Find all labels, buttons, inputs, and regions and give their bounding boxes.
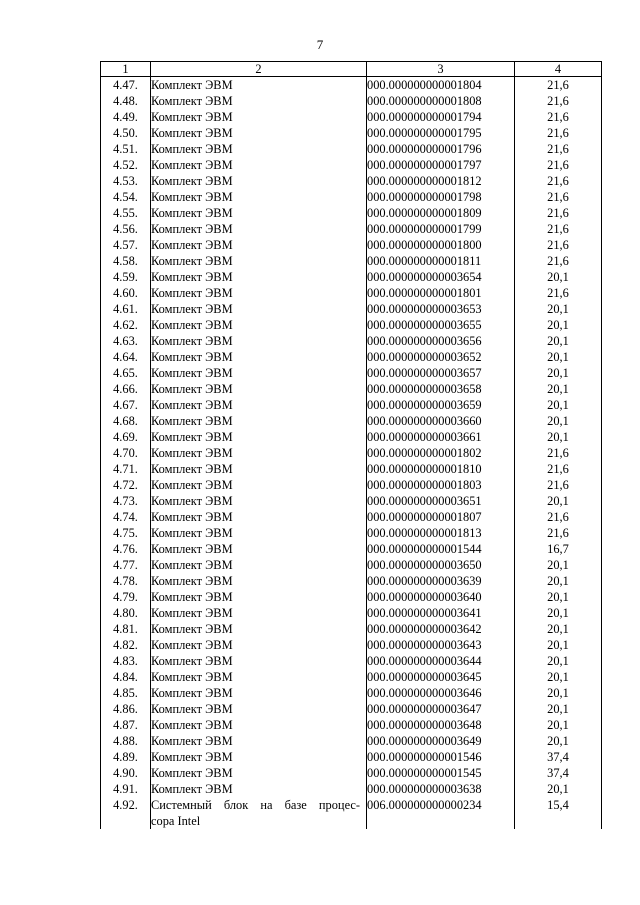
table-row xyxy=(101,685,602,701)
table-row xyxy=(101,237,602,253)
item-value: 20,1 xyxy=(515,605,602,621)
item-value: 20,1 xyxy=(515,413,602,429)
table-row xyxy=(101,541,602,557)
item-name: Комплект ЭВМ xyxy=(151,557,367,573)
item-name: Комплект ЭВМ xyxy=(151,541,367,557)
inventory-code: 000.000000000001795 xyxy=(367,125,515,141)
inventory-code: 000.000000000003655 xyxy=(367,317,515,333)
item-value: 21,6 xyxy=(515,173,602,189)
column-header: 1 xyxy=(101,62,151,77)
inventory-code: 000.000000000001812 xyxy=(367,173,515,189)
table-row xyxy=(101,141,602,157)
row-number: 4.86. xyxy=(101,701,151,717)
inventory-code: 006.000000000000234 xyxy=(367,797,515,829)
table-row xyxy=(101,637,602,653)
row-number: 4.71. xyxy=(101,461,151,477)
item-value: 20,1 xyxy=(515,621,602,637)
table-row xyxy=(101,525,602,541)
inventory-code: 000.000000000003644 xyxy=(367,653,515,669)
table-row xyxy=(101,333,602,349)
row-number: 4.53. xyxy=(101,173,151,189)
item-name: Комплект ЭВМ xyxy=(151,605,367,621)
item-name: Комплект ЭВМ xyxy=(151,333,367,349)
row-number: 4.65. xyxy=(101,365,151,381)
table-row xyxy=(101,509,602,525)
row-number: 4.67. xyxy=(101,397,151,413)
table-row xyxy=(101,589,602,605)
item-name-line: Системный блок на базе процес- xyxy=(151,798,360,812)
inventory-code: 000.000000000001810 xyxy=(367,461,515,477)
inventory-code: 000.000000000003642 xyxy=(367,621,515,637)
item-value: 21,6 xyxy=(515,125,602,141)
item-name: Комплект ЭВМ xyxy=(151,669,367,685)
inventory-code: 000.000000000003661 xyxy=(367,429,515,445)
inventory-code: 000.000000000003660 xyxy=(367,413,515,429)
item-name: Комплект ЭВМ xyxy=(151,781,367,797)
inventory-code: 000.000000000003657 xyxy=(367,365,515,381)
item-value: 21,6 xyxy=(515,477,602,493)
row-number: 4.51. xyxy=(101,141,151,157)
inventory-code: 000.000000000001800 xyxy=(367,237,515,253)
inventory-code: 000.000000000003649 xyxy=(367,733,515,749)
item-value: 21,6 xyxy=(515,221,602,237)
item-name: Комплект ЭВМ xyxy=(151,269,367,285)
table-row xyxy=(101,381,602,397)
inventory-code: 000.000000000001799 xyxy=(367,221,515,237)
inventory-code: 000.000000000003641 xyxy=(367,605,515,621)
table-row xyxy=(101,573,602,589)
inventory-code: 000.000000000003656 xyxy=(367,333,515,349)
row-number: 4.73. xyxy=(101,493,151,509)
inventory-code: 000.000000000003648 xyxy=(367,717,515,733)
item-name: Комплект ЭВМ xyxy=(151,653,367,669)
table-row xyxy=(101,93,602,109)
item-value: 20,1 xyxy=(515,653,602,669)
item-value: 20,1 xyxy=(515,365,602,381)
table-row xyxy=(101,221,602,237)
table-row xyxy=(101,445,602,461)
inventory-code: 000.000000000001809 xyxy=(367,205,515,221)
item-name: Комплект ЭВМ xyxy=(151,381,367,397)
table-row xyxy=(101,301,602,317)
inventory-code: 000.000000000003645 xyxy=(367,669,515,685)
row-number: 4.57. xyxy=(101,237,151,253)
row-number: 4.58. xyxy=(101,253,151,269)
item-value: 20,1 xyxy=(515,573,602,589)
item-value: 20,1 xyxy=(515,493,602,509)
row-number: 4.85. xyxy=(101,685,151,701)
inventory-code: 000.000000000003650 xyxy=(367,557,515,573)
table-row xyxy=(101,269,602,285)
row-number: 4.79. xyxy=(101,589,151,605)
table-row xyxy=(101,365,602,381)
item-name: Комплект ЭВМ xyxy=(151,621,367,637)
row-number: 4.68. xyxy=(101,413,151,429)
item-name: Комплект ЭВМ xyxy=(151,749,367,765)
row-number: 4.77. xyxy=(101,557,151,573)
inventory-code: 000.000000000003658 xyxy=(367,381,515,397)
table-row xyxy=(101,349,602,365)
item-name: Комплект ЭВМ xyxy=(151,765,367,781)
row-number: 4.72. xyxy=(101,477,151,493)
inventory-code: 000.000000000003639 xyxy=(367,573,515,589)
column-header: 4 xyxy=(515,62,602,77)
item-name: Комплект ЭВМ xyxy=(151,77,367,94)
item-value: 20,1 xyxy=(515,301,602,317)
row-number: 4.89. xyxy=(101,749,151,765)
item-name: Комплект ЭВМ xyxy=(151,397,367,413)
table-row xyxy=(101,77,602,94)
item-value: 20,1 xyxy=(515,717,602,733)
row-number: 4.63. xyxy=(101,333,151,349)
item-value: 21,6 xyxy=(515,109,602,125)
table-body xyxy=(101,77,602,830)
item-value: 21,6 xyxy=(515,509,602,525)
table-row xyxy=(101,557,602,573)
item-value: 21,6 xyxy=(515,461,602,477)
table-row xyxy=(101,765,602,781)
item-value: 21,6 xyxy=(515,189,602,205)
item-name: Комплект ЭВМ xyxy=(151,189,367,205)
item-value: 20,1 xyxy=(515,429,602,445)
table-row xyxy=(101,429,602,445)
inventory-code: 000.000000000001811 xyxy=(367,253,515,269)
row-number: 4.62. xyxy=(101,317,151,333)
table-row xyxy=(101,189,602,205)
item-value: 20,1 xyxy=(515,381,602,397)
item-value: 20,1 xyxy=(515,637,602,653)
item-value: 20,1 xyxy=(515,589,602,605)
item-name: Комплект ЭВМ xyxy=(151,717,367,733)
item-name: Комплект ЭВМ xyxy=(151,509,367,525)
item-value: 21,6 xyxy=(515,157,602,173)
item-name: Комплект ЭВМ xyxy=(151,317,367,333)
table-row xyxy=(101,749,602,765)
row-number: 4.92. xyxy=(101,797,151,829)
table-row xyxy=(101,285,602,301)
row-number: 4.75. xyxy=(101,525,151,541)
inventory-code: 000.000000000001545 xyxy=(367,765,515,781)
row-number: 4.61. xyxy=(101,301,151,317)
row-number: 4.83. xyxy=(101,653,151,669)
item-name: Комплект ЭВМ xyxy=(151,93,367,109)
row-number: 4.81. xyxy=(101,621,151,637)
item-value: 21,6 xyxy=(515,285,602,301)
row-number: 4.84. xyxy=(101,669,151,685)
item-value: 21,6 xyxy=(515,93,602,109)
row-number: 4.82. xyxy=(101,637,151,653)
item-name: Комплект ЭВМ xyxy=(151,493,367,509)
table-row xyxy=(101,477,602,493)
inventory-code: 000.000000000001544 xyxy=(367,541,515,557)
inventory-code: 000.000000000001804 xyxy=(367,77,515,94)
item-name: Комплект ЭВМ xyxy=(151,301,367,317)
table-row xyxy=(101,157,602,173)
inventory-code: 000.000000000001798 xyxy=(367,189,515,205)
item-value: 15,4 xyxy=(515,797,602,829)
inventory-code: 000.000000000003638 xyxy=(367,781,515,797)
row-number: 4.69. xyxy=(101,429,151,445)
inventory-code: 000.000000000001794 xyxy=(367,109,515,125)
item-value: 21,6 xyxy=(515,141,602,157)
item-name xyxy=(151,797,367,829)
item-value: 21,6 xyxy=(515,205,602,221)
row-number: 4.48. xyxy=(101,93,151,109)
inventory-code: 000.000000000001807 xyxy=(367,509,515,525)
table-row xyxy=(101,205,602,221)
table-row xyxy=(101,605,602,621)
row-number: 4.60. xyxy=(101,285,151,301)
row-number: 4.64. xyxy=(101,349,151,365)
inventory-code: 000.000000000001803 xyxy=(367,477,515,493)
item-name: Комплект ЭВМ xyxy=(151,205,367,221)
item-name: Комплект ЭВМ xyxy=(151,637,367,653)
table-row xyxy=(101,717,602,733)
item-value: 37,4 xyxy=(515,765,602,781)
item-value: 20,1 xyxy=(515,701,602,717)
item-name: Комплект ЭВМ xyxy=(151,253,367,269)
inventory-code: 000.000000000003640 xyxy=(367,589,515,605)
item-value: 20,1 xyxy=(515,333,602,349)
item-value: 16,7 xyxy=(515,541,602,557)
row-number: 4.78. xyxy=(101,573,151,589)
row-number: 4.70. xyxy=(101,445,151,461)
row-number: 4.50. xyxy=(101,125,151,141)
inventory-code: 000.000000000001802 xyxy=(367,445,515,461)
item-name: Комплект ЭВМ xyxy=(151,349,367,365)
item-name: Комплект ЭВМ xyxy=(151,589,367,605)
inventory-code: 000.000000000001546 xyxy=(367,749,515,765)
row-number: 4.74. xyxy=(101,509,151,525)
table-row xyxy=(101,397,602,413)
item-name: Комплект ЭВМ xyxy=(151,685,367,701)
item-name: Комплект ЭВМ xyxy=(151,237,367,253)
row-number: 4.55. xyxy=(101,205,151,221)
item-name: Комплект ЭВМ xyxy=(151,525,367,541)
item-value: 20,1 xyxy=(515,669,602,685)
row-number: 4.90. xyxy=(101,765,151,781)
item-name: Комплект ЭВМ xyxy=(151,221,367,237)
table-row xyxy=(101,173,602,189)
inventory-code: 000.000000000003652 xyxy=(367,349,515,365)
item-name: Комплект ЭВМ xyxy=(151,157,367,173)
table-row xyxy=(101,317,602,333)
inventory-code: 000.000000000003643 xyxy=(367,637,515,653)
item-value: 21,6 xyxy=(515,237,602,253)
item-value: 21,6 xyxy=(515,253,602,269)
item-value: 21,6 xyxy=(515,445,602,461)
table-row xyxy=(101,701,602,717)
table-row xyxy=(101,797,602,829)
item-name: Комплект ЭВМ xyxy=(151,125,367,141)
inventory-code: 000.000000000003659 xyxy=(367,397,515,413)
table-row xyxy=(101,253,602,269)
item-name: Комплект ЭВМ xyxy=(151,461,367,477)
row-number: 4.66. xyxy=(101,381,151,397)
item-value: 21,6 xyxy=(515,525,602,541)
item-value: 37,4 xyxy=(515,749,602,765)
item-name-line: сора Intel xyxy=(151,814,201,828)
item-value: 20,1 xyxy=(515,781,602,797)
row-number: 4.56. xyxy=(101,221,151,237)
table-row xyxy=(101,733,602,749)
item-name: Комплект ЭВМ xyxy=(151,573,367,589)
inventory-code: 000.000000000003646 xyxy=(367,685,515,701)
inventory-code: 000.000000000003653 xyxy=(367,301,515,317)
inventory-code: 000.000000000003654 xyxy=(367,269,515,285)
table-row xyxy=(101,669,602,685)
item-value: 20,1 xyxy=(515,733,602,749)
inventory-code: 000.000000000003651 xyxy=(367,493,515,509)
inventory-code: 000.000000000001813 xyxy=(367,525,515,541)
item-name: Комплект ЭВМ xyxy=(151,429,367,445)
page-number: 7 xyxy=(316,37,324,52)
row-number: 4.49. xyxy=(101,109,151,125)
table-row xyxy=(101,125,602,141)
item-name: Комплект ЭВМ xyxy=(151,173,367,189)
column-header: 2 xyxy=(151,62,367,77)
item-name: Комплект ЭВМ xyxy=(151,141,367,157)
row-number: 4.76. xyxy=(101,541,151,557)
item-name: Комплект ЭВМ xyxy=(151,365,367,381)
item-name: Комплект ЭВМ xyxy=(151,413,367,429)
table-row xyxy=(101,493,602,509)
item-name: Комплект ЭВМ xyxy=(151,701,367,717)
item-value: 20,1 xyxy=(515,397,602,413)
item-value: 20,1 xyxy=(515,269,602,285)
item-value: 20,1 xyxy=(515,349,602,365)
table-row xyxy=(101,621,602,637)
row-number: 4.80. xyxy=(101,605,151,621)
table-row xyxy=(101,653,602,669)
row-number: 4.59. xyxy=(101,269,151,285)
inventory-code: 000.000000000001801 xyxy=(367,285,515,301)
row-number: 4.88. xyxy=(101,733,151,749)
inventory-table xyxy=(100,61,602,829)
row-number: 4.54. xyxy=(101,189,151,205)
inventory-code: 000.000000000001797 xyxy=(367,157,515,173)
item-name: Комплект ЭВМ xyxy=(151,109,367,125)
inventory-code: 000.000000000003647 xyxy=(367,701,515,717)
item-value: 21,6 xyxy=(515,77,602,94)
inventory-code: 000.000000000001796 xyxy=(367,141,515,157)
row-number: 4.91. xyxy=(101,781,151,797)
item-name: Комплект ЭВМ xyxy=(151,285,367,301)
table-row xyxy=(101,109,602,125)
item-name: Комплект ЭВМ xyxy=(151,733,367,749)
inventory-code: 000.000000000001808 xyxy=(367,93,515,109)
row-number: 4.87. xyxy=(101,717,151,733)
item-value: 20,1 xyxy=(515,557,602,573)
item-value: 20,1 xyxy=(515,317,602,333)
table-row xyxy=(101,461,602,477)
table-row xyxy=(101,413,602,429)
table-row xyxy=(101,781,602,797)
column-header: 3 xyxy=(367,62,515,77)
item-name: Комплект ЭВМ xyxy=(151,445,367,461)
row-number: 4.52. xyxy=(101,157,151,173)
item-value: 20,1 xyxy=(515,685,602,701)
row-number: 4.47. xyxy=(101,77,151,94)
table-header-row xyxy=(101,62,602,77)
item-name: Комплект ЭВМ xyxy=(151,477,367,493)
